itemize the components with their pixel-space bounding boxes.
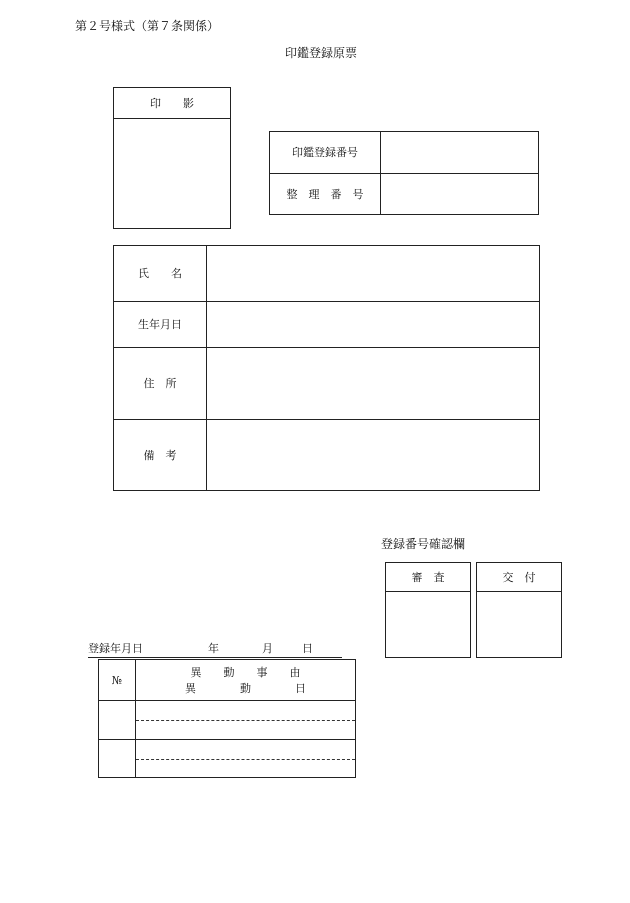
change-row-1-reason[interactable] (136, 701, 355, 720)
registration-day-label: 日 (302, 642, 313, 655)
registration-date-underline (88, 657, 342, 658)
change-row-1-date[interactable] (136, 721, 355, 739)
change-row-2-date[interactable] (136, 760, 355, 777)
seal-impression-area[interactable] (114, 119, 230, 228)
birthdate-label: 生年月日 (138, 318, 182, 331)
change-history-table (98, 659, 356, 778)
remarks-field[interactable] (207, 420, 539, 490)
confirmation-title: 登録番号確認欄 (381, 537, 466, 551)
seal-registration-number-label: 印鑑登録番号 (292, 146, 358, 159)
reference-number-field[interactable] (381, 174, 538, 214)
change-reason-header: 異 動 事 由 (190, 666, 301, 679)
birthdate-field[interactable] (207, 302, 539, 347)
change-row-2-number[interactable] (99, 740, 135, 777)
review-label: 審 査 (386, 563, 470, 592)
registration-year-label: 年 (208, 642, 219, 655)
address-field[interactable] (207, 348, 539, 419)
review-box (385, 562, 471, 658)
name-field[interactable] (207, 246, 539, 301)
registration-month-label: 月 (262, 642, 273, 655)
personal-info-table (113, 245, 540, 491)
reference-number-label: 整 理 番 号 (286, 187, 364, 201)
seal-registration-number-field[interactable] (381, 132, 538, 173)
registration-table (269, 131, 539, 215)
registration-date-label: 登録年月日 (88, 642, 143, 655)
remarks-label: 備 考 (143, 448, 177, 462)
change-row-1-number[interactable] (99, 701, 135, 739)
review-stamp-area[interactable] (386, 592, 470, 657)
seal-box (113, 87, 231, 229)
change-date-header: 異 動 日 (185, 682, 306, 695)
change-row-2-reason[interactable] (136, 740, 355, 759)
issuance-box (476, 562, 562, 658)
name-label: 氏 名 (138, 267, 182, 280)
page-title: 印鑑登録原票 (285, 46, 358, 60)
seal-box-label: 印 影 (114, 88, 230, 119)
issuance-stamp-area[interactable] (477, 592, 561, 657)
address-label: 住 所 (143, 377, 177, 390)
issuance-label: 交 付 (477, 563, 561, 592)
form-number-label: 第２号様式（第７条関係） (75, 19, 220, 33)
number-column-header: № (111, 673, 123, 687)
